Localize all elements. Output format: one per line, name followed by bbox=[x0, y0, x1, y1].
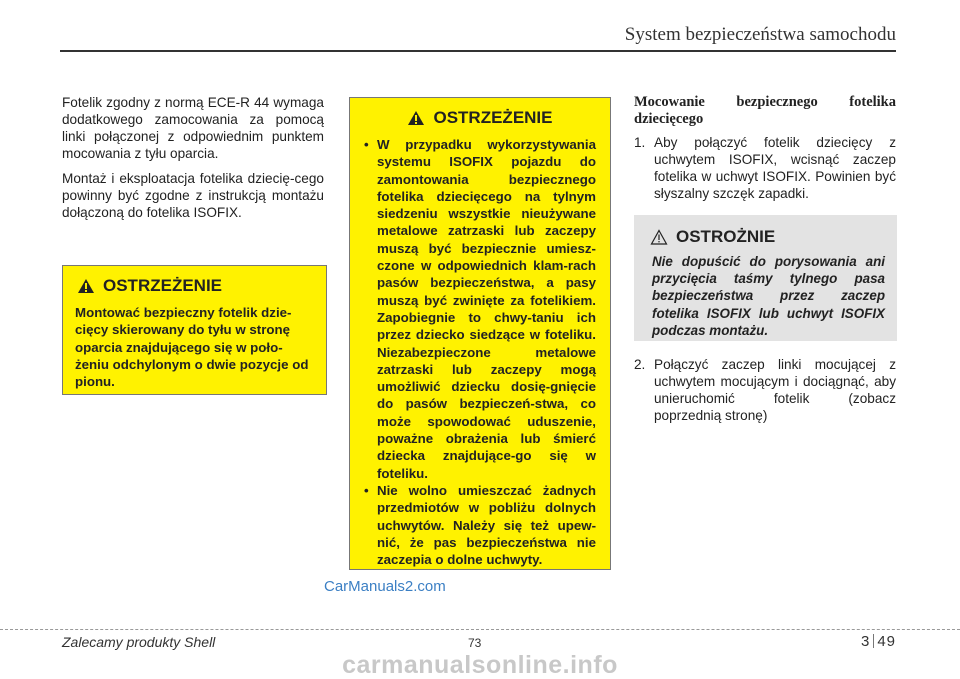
caution-text: Nie dopuścić do porysowania ani przycięcia taśmy tylnego pasa bezpieczeństwa przez zaczep fotelika ISOFIX lub uchwyt ISOFIX podczas montażu. bbox=[652, 254, 885, 338]
step-text: Połączyć zaczep linki mocującej z uchwytem mocującym i dociągnąć, aby unieruchomić fotelik (zobacz poprzednią stronę) bbox=[654, 357, 896, 423]
warning-text: Montować bezpieczny fotelik dzie-cięcy skierowany do tyłu w stronę oparcia znajdującego się w poło-żeniu odchylonym o dwie pozycje od pionu. bbox=[75, 305, 309, 390]
caution-box bbox=[634, 215, 897, 341]
step-number: 1. bbox=[634, 135, 646, 150]
step-item bbox=[634, 134, 896, 202]
step-number: 2. bbox=[634, 357, 646, 372]
warning-header bbox=[350, 108, 610, 128]
warning-box-isofix bbox=[349, 97, 611, 570]
step-text: Aby połączyć fotelik dziecięcy z uchwytem ISOFIX, wcisnąć zaczep fotelika w uchwyt ISOFIX. Powinien być słyszalny szczęk zapadki. bbox=[654, 135, 896, 201]
right-column-lower bbox=[634, 356, 896, 424]
warning-triangle-icon bbox=[407, 110, 425, 126]
warning-bullet: • Nie wolno umieszczać żadnych przedmiotów w pobliżu dolnych uchwytów. Należy się też upew-nić, że pas bezpieczeństwa nie zaczepia o dolne uchwyty. bbox=[364, 482, 596, 568]
steps-list-2 bbox=[634, 356, 896, 424]
warning-bullet-list bbox=[350, 136, 610, 568]
chapter-page-number: 49 bbox=[877, 633, 896, 650]
warning-title: OSTRZEŻENIE bbox=[433, 108, 553, 127]
watermark-link[interactable]: CarManuals2.com bbox=[324, 578, 446, 595]
paragraph-isofix-instructions: Montaż i eksploatacja fotelika dziecię-cego powinny być zgodne z instrukcją montażu dołączoną do fotelika ISOFIX. bbox=[62, 171, 324, 220]
left-column-text bbox=[62, 94, 324, 229]
section-heading: Mocowanie bezpiecznego fotelika dziecięcego bbox=[634, 94, 896, 127]
step-item bbox=[634, 356, 896, 424]
warning-title: OSTRZEŻENIE bbox=[103, 276, 223, 295]
footer-rule bbox=[0, 629, 960, 630]
bottom-banner[interactable]: carmanualsonline.info bbox=[342, 651, 618, 679]
caution-triangle-icon bbox=[650, 229, 668, 245]
caution-title: OSTROŻNIE bbox=[676, 227, 776, 246]
footer-page-number: 73 bbox=[468, 636, 482, 650]
footer-divider bbox=[873, 634, 874, 648]
page-header-title: System bezpieczeństwa samochodu bbox=[624, 24, 896, 45]
footer-slogan: Zalecamy produkty Shell bbox=[62, 634, 216, 650]
paragraph-isofix-tether: Fotelik zgodny z normą ECE-R 44 wymaga dodatkowego zamocowania za pomocą linki połączonej z odpowiednim punktem mocowania z tyłu oparcia. bbox=[62, 95, 324, 161]
header-rule bbox=[60, 50, 896, 52]
warning-box-rear-facing bbox=[62, 265, 327, 395]
warning-bullet: • W przypadku wykorzystywania systemu ISOFIX pojazdu do zamontowania bezpiecznego fotelika dziecięcego na tylnym siedzeniu wszystkie nieużywane metalowe zatrzaski lub zaczepy muszą być bezpiecznie umiesz-czone w odpowiednich klam-rach pasów bezpieczeństwa, a pasy muszą być zwinięte za fotelikiem. Zapobiegnie to chwy-taniu ich przez dziecko siedzące w foteliku. Niezabezpieczone metalowe zatrzaski lub zaczepy mogą umożliwić dziecku dosię-gnięcie do pasów bezpieczeń-stwa, co może spowodować uduszenie, poważne obrażenia lub śmierć dziecka znajdujące-go się w foteliku. bbox=[364, 136, 596, 482]
footer-chapter-page bbox=[861, 633, 896, 650]
warning-triangle-icon bbox=[77, 278, 95, 294]
chapter-number: 3 bbox=[860, 633, 871, 650]
warning-header bbox=[77, 276, 326, 296]
steps-list-1 bbox=[634, 134, 896, 202]
right-column bbox=[634, 94, 896, 202]
caution-header bbox=[650, 227, 897, 247]
